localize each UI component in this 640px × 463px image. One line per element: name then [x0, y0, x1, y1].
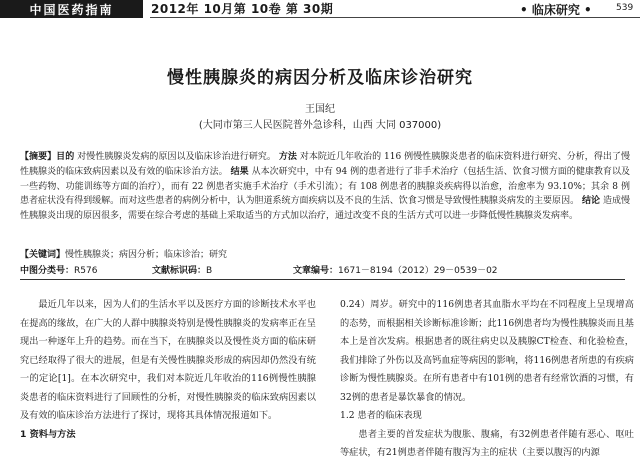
subsection-heading: 1.2 患者的临床表现	[340, 410, 422, 421]
article-number	[293, 263, 498, 276]
section-label: • 临床研究 •	[520, 3, 592, 17]
keywords	[20, 247, 630, 260]
method-text: 对本院近几年收治的 116 例慢性胰腺炎患者的临床资料进行研究、分析，得出了慢性胰腺炎的临床致病因素以及有效的临床诊治方法。	[20, 152, 630, 177]
keywords-text: 慢性胰腺炎；病因分析；临床诊治；研究	[65, 250, 228, 260]
clc-value: R576	[74, 266, 98, 276]
clc-label: 中图分类号：	[20, 266, 75, 276]
journal-name: 中国医药指南	[0, 0, 143, 18]
symptoms-paragraph: 患者主要的首发症状为腹胀、腹痛，有32例患者伴随有恶心、呕吐等症状，有21例患者伴随有腹泻为主的症状（主要以腹泻的内源	[340, 428, 634, 458]
article-no-value: 1671－8194（2012）29－0539－02	[338, 266, 498, 276]
clc-number	[20, 263, 97, 276]
objective-text: 对慢性胰腺炎发病的原因以及临床诊治进行研究。	[77, 152, 276, 162]
method-label: 方法	[278, 152, 297, 162]
page-number: 539	[616, 3, 634, 13]
document-code	[152, 263, 212, 276]
conclusion-label: 结论	[582, 196, 601, 207]
conclusion-text: 造成慢性胰腺炎出现的原因很多，需要在综合考虑的基础上采取适当的方式加以治疗，通过改变不良的生活方式可以进一步降低慢性胰腺炎发病率。	[20, 196, 630, 222]
result-text: 从本次研究中，中有 94 例的患者进行了非手术治疗（包括生活、饮食习惯方面的健康教育以及一些药物、功能训练等方面的治疗），而有 22 例患者实施手术治疗（手术引流）；有 108 例患者的胰腺炎疾病得以治愈，治愈率为 93.10%；其余 8 例患者症状没有得到缓解。而对这些患者的病例分析中，认为胆道系统方面疾病以及不良的生活、饮食习惯是导致慢性胰腺炎病发的主要原因。	[20, 166, 630, 207]
abstract-label: 【摘要】	[20, 152, 57, 162]
meta-divider	[20, 279, 625, 280]
body-column-left	[20, 296, 316, 444]
article-title: 慢性胰腺炎的病因分析及临床诊治研究	[167, 68, 473, 88]
objective-label: 目的	[56, 152, 75, 162]
section-heading: 1 资料与方法	[20, 428, 76, 440]
doc-value: B	[206, 266, 213, 276]
result-label: 结果	[230, 166, 249, 177]
keywords-label: 【关键词】	[20, 250, 66, 260]
author-affiliation: (大同市第三人民医院普外急诊科，山西 大同 037000)	[198, 120, 442, 131]
intro-paragraph: 最近几年以来，因为人们的生活水平以及医疗方面的诊断技术水平也在提高的缘故，在广大的人群中胰腺炎特别是慢性胰腺炎的发病率正在呈现出一种逐年上升的趋势。而在当下，在胰腺炎以及慢性炎方面的临床研究已经取得了很大的进展，但是有关慢性胰腺炎形成的病因却仍然没有统一的定论[1]。在本次研究中，我们对本院近几年收治的116例慢性胰腺炎患者的临床资料进行了回顾性的分析，对慢性胰腺炎的临床致病因素以及有效的临床诊治方法进行了探讨，现将其具体情况报道如下。	[20, 299, 316, 421]
issue-info: 2012年 10月第 10卷 第 30期	[151, 1, 341, 18]
author-name: 王国纪	[305, 104, 335, 115]
patients-paragraph: 0.24）周岁。研究中的116例患者其血脂水平均在不同程度上呈现增高的态势，而根据相关诊断标准诊断；此116例患者均为慢性胰腺炎而且基本上是首次发病。根据患者的既往病史以及胰腺CT检查、和化验检查，我们排除了外伤以及高钙血症等病因的影响，将116例患者所患的有疾病诊断为慢性胰腺炎。在所有患者中有101例的患者有经常饮酒的习惯，有32例的患者是暴饮暴食的情况。	[340, 299, 634, 403]
doc-label: 文献标识码：	[152, 266, 207, 276]
article-no-label: 文章编号：	[293, 266, 339, 276]
abstract	[20, 150, 630, 224]
